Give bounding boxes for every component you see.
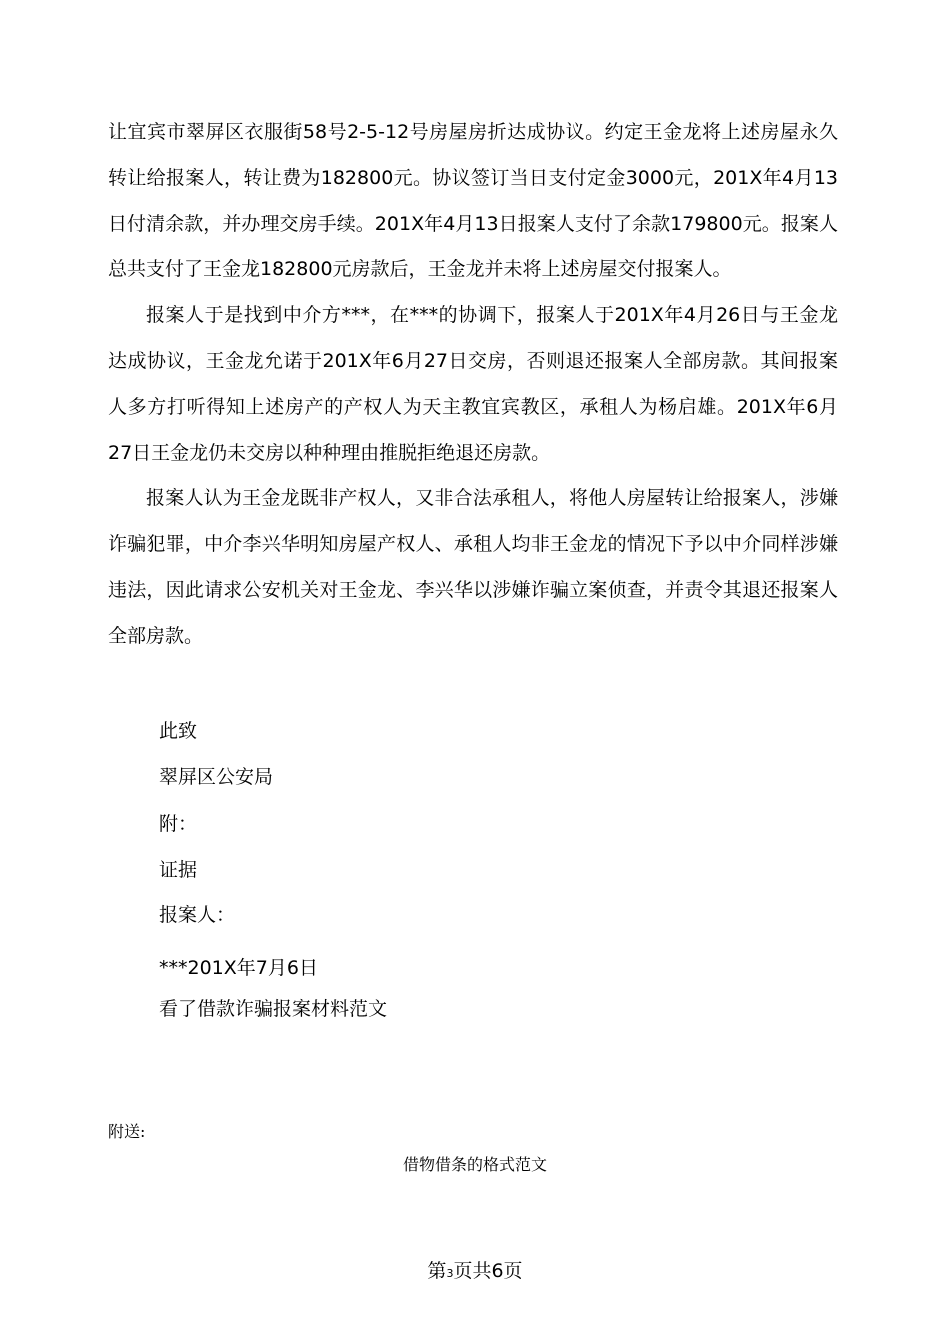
page-number-footer [0,1258,950,1287]
body-paragraph-2: 报案人于是找到中介方***，在***的协调下，报案人于201X年4月26日与王金龙达成协议，王金龙允诺于201X年6月27日交房，否则退还报案人全部房款。其间报案人多方打听得知上述房产的产权人为天主教宜宾教区，承租人为杨启雄。201X年6月27日王金龙仍未交房以种种理由推脱拒绝退还房款。 [108,304,838,464]
closing-signature-date: ***201X年7月6日 [159,957,318,979]
footer-current-page: 3 [446,1267,454,1280]
footer-suffix: 页 [503,1260,523,1282]
appendix-title: 借物借条的格式范文 [402,1155,547,1174]
body-paragraph-1: 让宜宾市翠屏区衣服街58号2-5-12号房屋房折达成协议。约定王金龙将上述房屋永久转让给报案人，转让费为182800元。协议签订当日支付定金3000元，201X年4月13日付清余款，并办理交房手续。201X年4月13日报案人支付了余款179800元。报案人总共支付了王金龙182800元房款后，王金龙并未将上述房屋交付报案人。 [108,121,838,281]
footer-prefix: 第 [427,1260,447,1282]
footer-total-pages: 6 [491,1260,504,1282]
closing-reporter-label: 报案人： [159,904,236,926]
closing-salutation: 此致 [159,720,198,742]
footer-middle: 页共 [453,1260,492,1282]
closing-recipient: 翠屏区公安局 [159,766,274,788]
closing-evidence: 证据 [159,859,198,881]
closing-viewed-note: 看了借款诈骗报案材料范文 [159,998,388,1020]
appendix-label: 附送: [108,1122,146,1141]
document-body [108,110,838,660]
body-paragraph-3: 报案人认为王金龙既非产权人，又非合法承租人，将他人房屋转让给报案人，涉嫌诈骗犯罪，中介李兴华明知房屋产权人、承租人均非王金龙的情况下予以中介同样涉嫌违法，因此请求公安机关对王金龙、李兴华以涉嫌诈骗立案侦查，并责令其退还报案人全部房款。 [108,487,838,647]
closing-attachment-label: 附： [159,813,198,835]
